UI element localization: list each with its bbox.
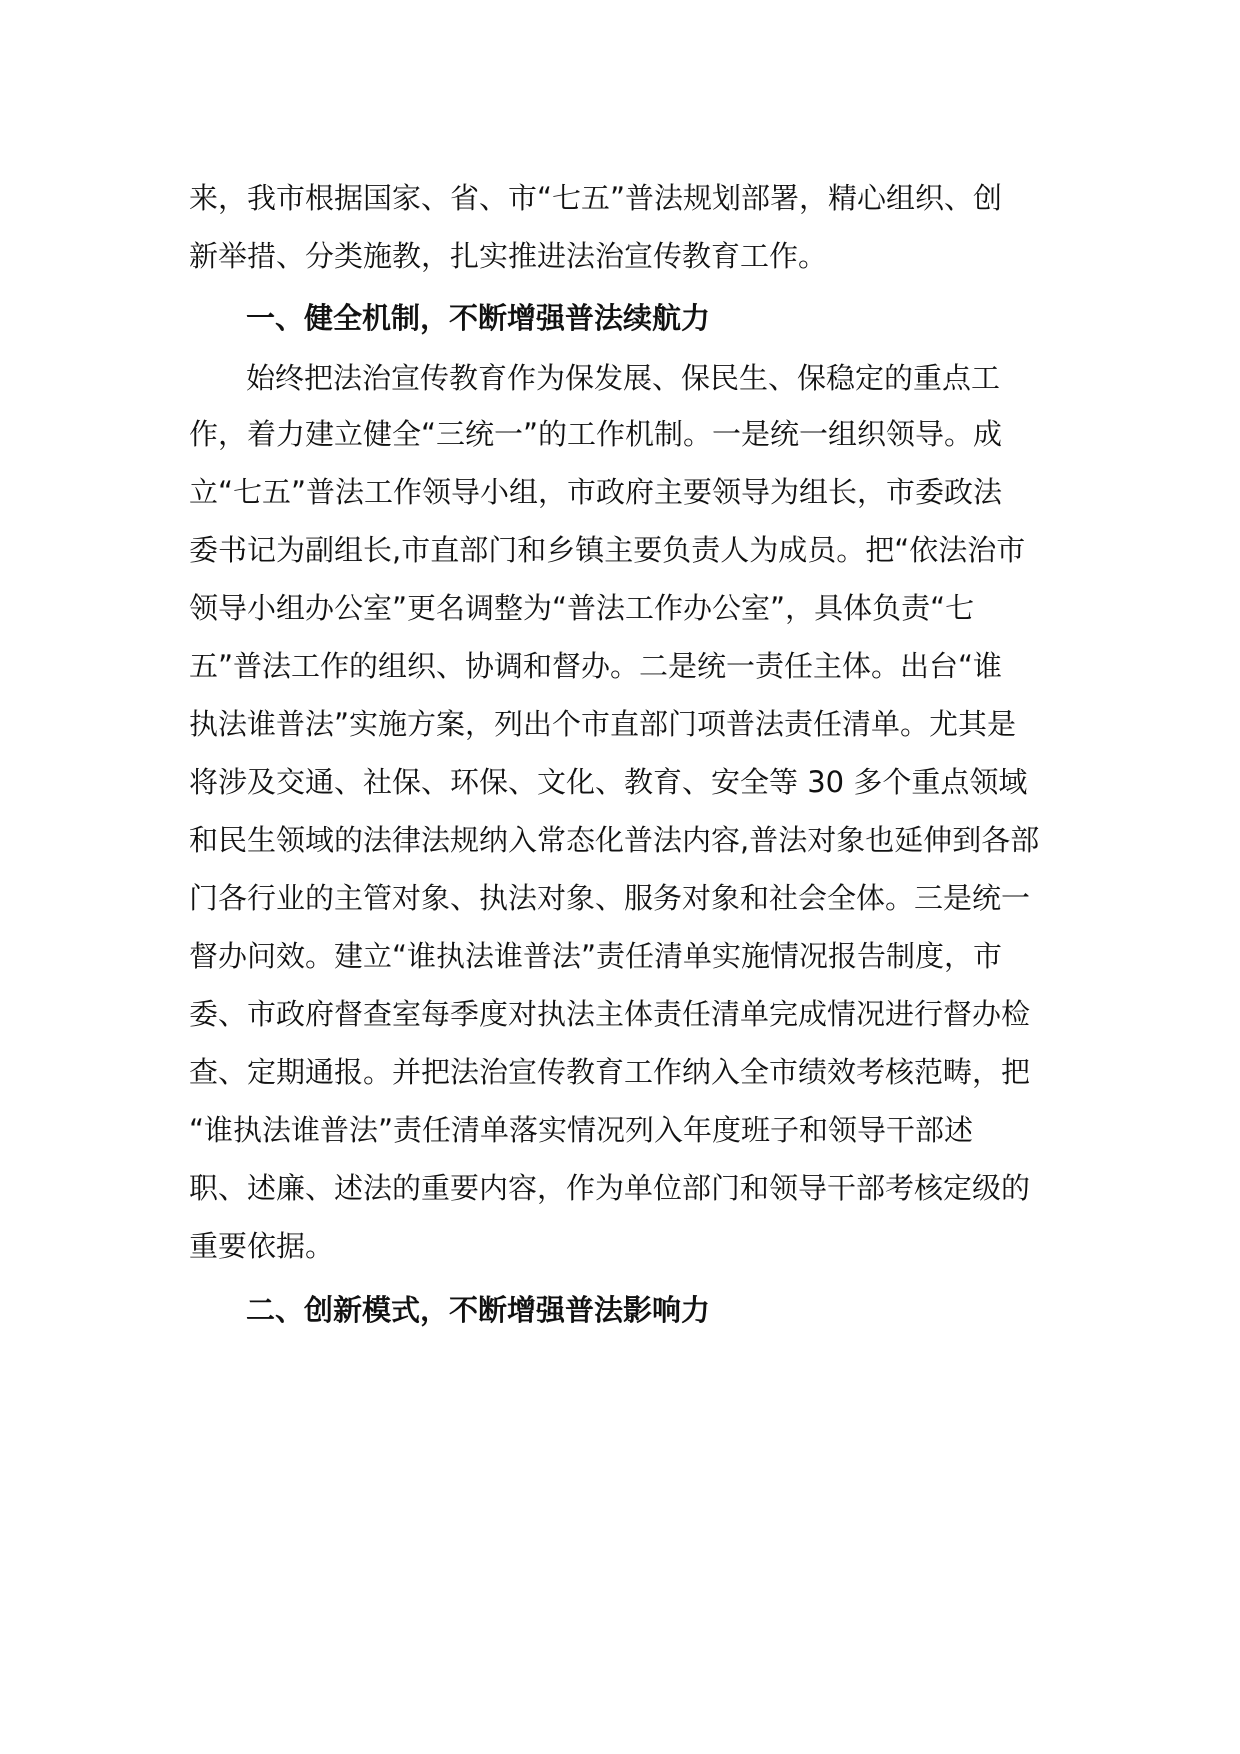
paragraph-line: 领导小组办公室”更名调整为“普法工作办公室”，具体负责“七 (189, 591, 975, 625)
section-heading: 二、创新模式，不断增强普法影响力 (246, 1293, 711, 1327)
paragraph-line: 五”普法工作的组织、协调和督办。二是统一责任主体。出台“谁 (189, 649, 1003, 683)
paragraph-line: 督办问效。建立“谁执法谁普法”责任清单实施情况报告制度，市 (189, 939, 1003, 973)
paragraph-line: “谁执法谁普法”责任清单落实情况列入年度班子和领导干部述 (189, 1113, 974, 1147)
paragraph-line: 新举措、分类施教，扎实推进法治宣传教育工作。 (189, 239, 828, 273)
paragraph-line: 作，着力建立健全“三统一”的工作机制。一是统一组织领导。成 (189, 417, 1003, 451)
paragraph-line: 委、市政府督查室每季度对执法主体责任清单完成情况进行督办检 (189, 997, 1031, 1031)
paragraph-line: 职、述廉、述法的重要内容，作为单位部门和领导干部考核定级的 (189, 1171, 1031, 1205)
paragraph-line: 来，我市根据国家、省、市“七五”普法规划部署，精心组织、创 (189, 181, 1003, 215)
paragraph-line: 门各行业的主管对象、执法对象、服务对象和社会全体。三是统一 (189, 881, 1031, 915)
paragraph-line: 执法谁普法”实施方案，列出个市直部门项普法责任清单。尤其是 (189, 707, 1017, 741)
paragraph-line: 将涉及交通、社保、环保、文化、教育、安全等 30 多个重点领域 (189, 765, 1028, 799)
paragraph-line: 和民生领域的法律法规纳入常态化普法内容,普法对象也延伸到各部 (189, 823, 1040, 857)
paragraph-line: 立“七五”普法工作领导小组，市政府主要领导为组长，市委政法 (189, 475, 1003, 509)
paragraph-line: 始终把法治宣传教育作为保发展、保民生、保稳定的重点工 (246, 361, 1001, 395)
paragraph-line: 委书记为副组长,市直部门和乡镇主要负责人为成员。把“依法治市 (189, 533, 1026, 567)
paragraph-line: 查、定期通报。并把法治宣传教育工作纳入全市绩效考核范畴，把 (189, 1055, 1031, 1089)
section-heading: 一、健全机制，不断增强普法续航力 (246, 301, 711, 335)
paragraph-line: 重要依据。 (189, 1229, 335, 1263)
